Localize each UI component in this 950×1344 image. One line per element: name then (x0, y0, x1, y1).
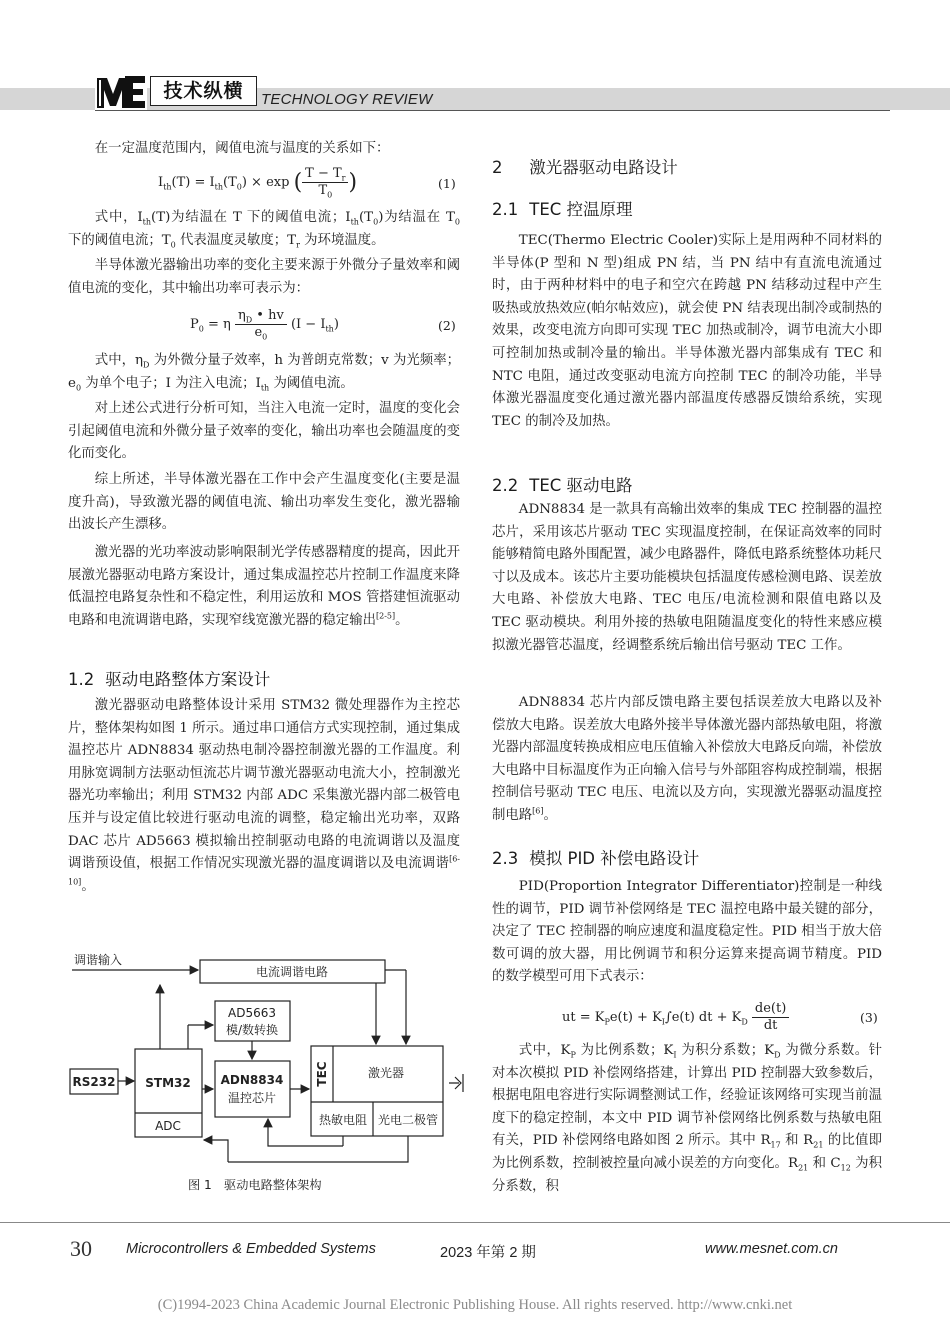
heading-2-1: 2.1 TEC 控温原理 (492, 200, 633, 219)
section-title-zh: 技术纵横 (150, 76, 257, 106)
tec-label: TEC (315, 1061, 329, 1087)
right-para-5: 式中，$K_P$ 为比例系数；$K_I$ 为积分系数；$K_D$ 为微分系数。针对本次模拟 PID 补偿网络搭建，计算出 PID 控制器大致参数后，根据电阻电容进行实际调整测试工作，经验证该网络可实现当前温度下的稳定控制，本文中 PID 调节补偿网络比例系数与热敏电阻有关，PID 补偿网络电路如图 2 所示。其中 $R_{17}$ 和 $R_{21}$ 的比值即为比例系数，控制被控量向减小误差的方向变化。$R_{21}$ 和 $C_{12}$ 为积分系数，积 (492, 1043, 882, 1194)
copyright-line: (C)1994-2023 China Academic Journal Electronic Publishing House. All rights reserved. http://www.cnki.net (157, 1297, 793, 1313)
equation-2: $P_0 = \eta$ $\frac{\eta_D • hv}{e_0}$ $(I - I_{th})$ (190, 308, 339, 342)
ad5663-label: AD5663 (228, 1006, 276, 1020)
journal-url[interactable]: www.mesnet.com.cn (705, 1241, 838, 1257)
adn8834-box (215, 1061, 290, 1117)
left-para-2: 式中，$I_{th}(T)$为结温在 T 下的阈值电流；$I_{th}(T_0)$为结温在 $T_0$ 下的阈值电流；$T_0$ 代表温度灵敏度；$T_r$ 为环境温度。 (68, 210, 460, 250)
equation-3: ut = $K_Pe(t) + K_I\int e(t)$ dt + $K_D$ $\frac{de(t)}{dt}$ (562, 1001, 789, 1034)
left-para-3: 半导体激光器输出功率的变化主要来源于外微分子量效率和阈值电流的变化，其中输出功率可表示为： (68, 258, 460, 296)
left-para-7: 激光器的光功率波动影响限制光学传感器精度的提高，因此开展激光器驱动电路方案设计，通过集成温控芯片控制工作温度来降低温控电路复杂性和不稳定性，利用运放和 MOS 管搭建恒流驱动电路和电流调谐电路，实现窄线宽激光器的稳定输出[2-5]。 (68, 545, 460, 628)
current-tuning-label: 电流调谐电路 (255, 965, 329, 979)
thermistor-label: 热敏电阻 (318, 1113, 368, 1127)
left-para-6: 综上所述，半导体激光器在工作中会产生温度变化(主要是温度升高)，导致激光器的阈值电流、输出功率发生变化，激光器输出波长产生漂移。 (68, 472, 460, 533)
photodiode-to-adc-arrow (204, 1140, 228, 1162)
laser-label: 激光器 (367, 1066, 405, 1080)
left-para-1: 在一定温度范围内，阈值电流与温度的关系如下： (94, 141, 390, 156)
adc-label: ADC (155, 1119, 181, 1133)
heading-1-2: 1.2 驱动电路整体方案设计 (68, 670, 271, 689)
heading-2-2: 2.2 TEC 驱动电路 (492, 476, 633, 495)
journal-name: Microcontrollers & Embedded Systems (126, 1241, 376, 1257)
left-para-4: 式中，$\eta_D$ 为外微分量子效率，h 为普朗克常数；v 为光频率；$e_0$ 为单个电子；I 为注入电流；$I_{th}$ 为阈值电流。 (68, 353, 460, 393)
equation-3-number: (3) (860, 1010, 878, 1025)
heading-2-3: 2.3 模拟 PID 补偿电路设计 (492, 849, 700, 868)
header-rule (95, 110, 890, 111)
right-para-2: ADN8834 是一款具有高输出效率的集成 TEC 控制器的温控芯片，采用该芯片驱动 TEC 实现温度控制，在保证高效率的同时能够精简电路外围配置，减少电路器件，降低电路系统整体功耗尺寸以及成本。该芯片主要功能模块包括温度传感检测电路、误差放大电路、补偿放大电路、TEC 电压/电流检测和限值电路以及 TEC 驱动模块。利用外接的热敏电阻随温度变化的特性来感应模拟激光器管芯温度，经调整系统后输出信号驱动 TEC 工作。 (492, 502, 882, 653)
footer-rule (0, 1222, 950, 1223)
ad-conv-label: 模/数转换 (225, 1023, 279, 1037)
page-number: 30 (70, 1236, 92, 1261)
section-title-en: TECHNOLOGY REVIEW (261, 91, 433, 108)
heading-2: 2 激光器驱动电路设计 (492, 158, 678, 177)
mes-logo-icon (95, 72, 147, 110)
equation-2-number: (2) (438, 318, 456, 333)
temp-chip-label: 温控芯片 (227, 1091, 277, 1105)
right-para-1: TEC(Thermo Electric Cooler)实际上是用两种不同材料的半导体(P 型和 N 型)组成 PN 结，当 PN 结中有直流电流通过时，由于两种材料中的电子和空穴在跨越 PN 结移动过程中产生吸热或放热效应(帕尔帖效应)，就会使 PN 结表现出制冷或制热的效果，改变电流方向即可实现 TEC 加热或制冷，调节电流大小即可控制加热或制冷量的输出。半导体激光器内部集成有 TEC 和 NTC 电阻，通过改变驱动电流方向控制 TEC 的制冷功能，半导体激光器温度变化通过激光器内部温度传感器反馈给系统，实现 TEC 的制冷及加热。 (492, 233, 882, 429)
photodiode-label: 光电二极管 (377, 1113, 439, 1127)
journal-issue: 2023 年第 2 期 (440, 1245, 536, 1261)
optical-output-arrow (449, 1074, 463, 1092)
left-para-5: 对上述公式进行分析可知，当注入电流一定时，温度的变化会引起阈值电流和外微分量子效率的变化，输出功率也会随温度的变化而变化。 (68, 401, 460, 462)
photodiode-feedback-line (228, 1136, 408, 1162)
equation-1: $I_{th}(T) = I_{th}(T_0) \times \exp$ ( $\frac{T - T_r}{T_0}$ ) (158, 166, 358, 200)
tuning-input-label: 调谐输入 (74, 953, 123, 967)
right-para-4: PID(Proportion Integrator Differentiator)控制是一种线性的调节，PID 调节补偿网络是 TEC 温控电路中最关键的部分，决定了 TEC 控制器的响应速度和温度稳定性。PID 相当于放大倍数可调的放大器，用比例调节和积分运算来提高调节精度。PID 的数学模型可用下式表示： (492, 879, 882, 985)
stm32-label: STM32 (145, 1076, 191, 1090)
right-para-3: ADN8834 芯片内部反馈电路主要包括误差放大电路以及补偿放大电路。误差放大电路外接半导体激光器内部热敏电阻，将激光器内部温度转换成相应电压值输入补偿放大电路反向端，补偿放大电路中目标温度作为正向输入信号与外部阻容构成控制端，根据控制信号驱动 TEC 电压、电流以及方向，实现激光器驱动温度控制电路[6]。 (492, 695, 882, 823)
left-para-8: 激光器驱动电路整体设计采用 STM32 微处理器作为主控芯片，整体架构如图 1 所示。通过串口通信方式实现控制，通过集成温控芯片 ADN8834 驱动热电制冷器控制激光器的工作温度。利用脉宽调制方法驱动恒流芯片调节激光器驱动电流大小，控制激光器光功率输出；利用 STM32 内部 ADC 采集激光器内部二极管电压并与设定值比较进行驱动电流的调整，稳定输出光功率，双路 DAC 芯片 AD5663 模拟输出控制驱动电路的电流调谐以及温度调谐预设值，根据工作情况实现激光器的温度调谐以及电流调谐[6-10]。 (68, 698, 460, 894)
rs232-label: RS232 (72, 1075, 116, 1089)
adn8834-label: ADN8834 (220, 1073, 284, 1087)
figure-1-architecture (68, 950, 468, 1175)
figure-1-caption: 图 1 驱动电路整体架构 (188, 1178, 322, 1192)
equation-1-number: (1) (438, 176, 456, 191)
